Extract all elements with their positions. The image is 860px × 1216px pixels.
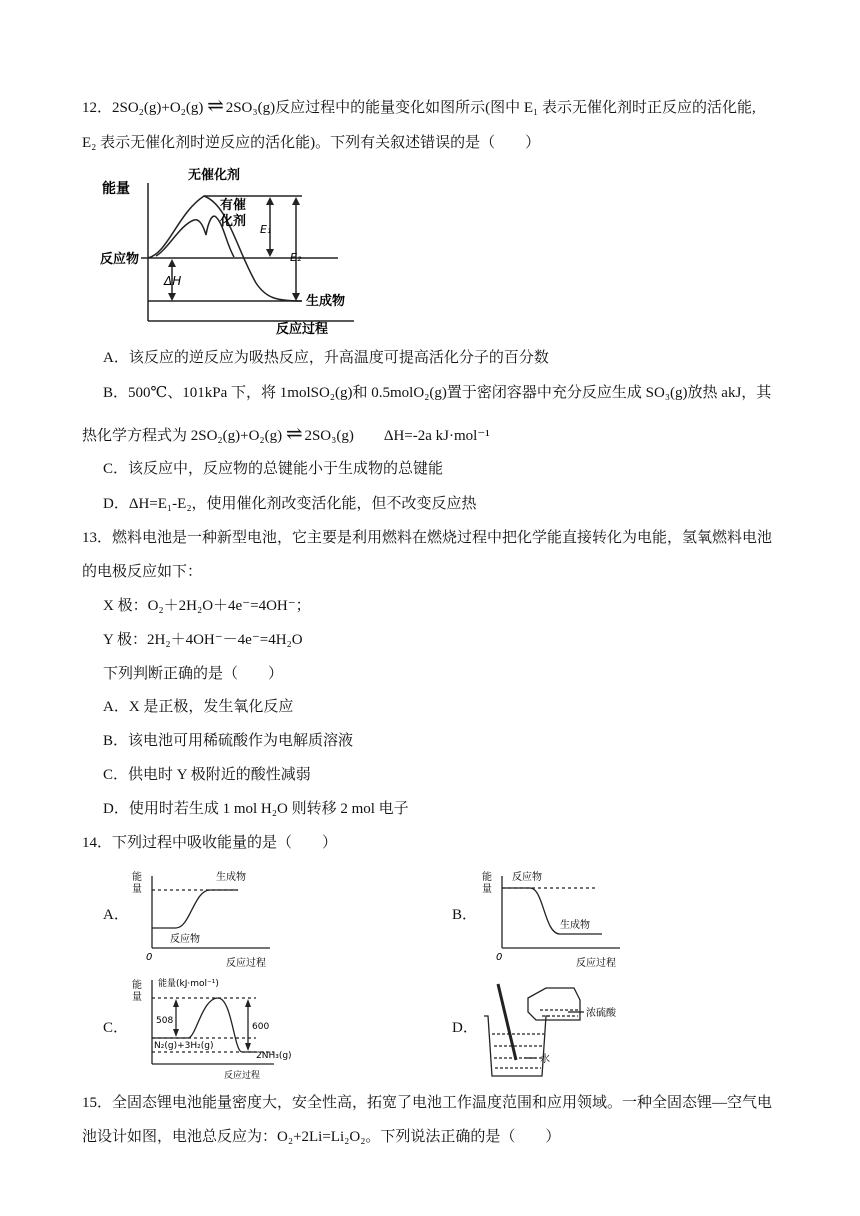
svg-text:生成物: 生成物 [216,872,246,883]
q12-line2: E₂ 表示无催化剂时逆反应的活化能)。下列有关叙述错误的是（ ） [82,135,541,151]
label-catalyst-2: 化剂 [220,214,247,229]
fig-x-label: 反应过程 [276,322,329,337]
svg-text:量: 量 [132,992,142,1003]
glass-rod [498,984,516,1060]
svg-text:反应过程: 反应过程 [226,958,266,969]
q13-option-b: B．该电池可用稀硫酸作为电解质溶液 [103,733,354,749]
svg-text:反应物: 反应物 [170,934,200,945]
svg-text:2NH₃(g): 2NH₃(g) [256,1051,292,1061]
q12-energy-diagram-svg [96,163,366,338]
q13-line2: 的电极反应如下： [82,564,203,580]
label-catalyst-1: 有催 [220,198,247,213]
q12-energy-diagram [96,163,366,338]
q12-option-b-line2 [82,424,490,444]
q13-y-electrode: Y 极：2H₂＋4OH⁻－4e⁻=4H₂O [103,632,303,648]
q14-figure-b-svg [478,866,628,971]
q12-line1-pre: 12．2SO₂(g)+O₂(g) [82,100,208,116]
svg-text:水: 水 [540,1054,550,1065]
svg-text:能: 能 [482,872,492,883]
q12-option-b-post: 2SO₃(g) ΔH=-2a kJ·mol⁻¹ [300,428,490,444]
q14-figure-d [484,976,644,1084]
q13-prompt: 下列判断正确的是（ ） [103,666,284,682]
svg-text:反应物: 反应物 [512,872,542,883]
label-product: 生成物 [306,294,346,309]
q14-label-b: B． [452,907,478,923]
equilibrium-arrow: ⇌ [207,95,222,117]
q15-line1: 15．全固态锂电池能量密度大，安全性高，拓宽了电池工作温度范围和应用领域。一种全固态锂—空气电 [82,1095,773,1111]
q12-option-c: C．该反应中，反应物的总键能小于生成物的总键能 [103,461,444,477]
svg-text:508: 508 [156,1016,174,1026]
svg-text:量: 量 [132,884,142,895]
svg-text:N₂(g)+3H₂(g): N₂(g)+3H₂(g) [154,1041,214,1051]
svg-text:600: 600 [252,1022,270,1032]
label-reactant: 反应物 [100,252,140,267]
q14-figure-d-svg [484,976,644,1084]
q12-option-a: A．该反应的逆反应为吸热反应，升高温度可提高活化分子的百分数 [103,350,549,366]
q13-option-d: D．使用时若生成 1 mol H₂O 则转移 2 mol 电子 [103,801,409,817]
svg-text:反应过程: 反应过程 [224,1071,261,1081]
q13-option-a: A．X 是正极，发生氧化反应 [103,699,294,715]
q13-line1: 13．燃料电池是一种新型电池，它主要是利用燃料在燃烧过程中把化学能直接转化为电能，氢氧燃料电池 [82,530,773,546]
q12-option-b-line1: B．500℃、101kPa 下，将 1molSO₂(g)和 0.5molO₂(g)置于密闭容器中充分反应生成 SO₃(g)放热 akJ，其 [103,385,772,401]
q12-option-d: D．ΔH=E₁-E₂，使用催化剂改变活化能，但不改变反应热 [103,496,477,512]
q14-figure-a [128,866,278,971]
equilibrium-arrow: ⇌ [285,423,301,445]
q15-line2: 池设计如图，电池总反应为：O₂+2Li=Li₂O₂。下列说法正确的是（ ） [82,1129,561,1145]
q14-figure-c [128,974,303,1084]
q12-option-b-pre: 热化学方程式为 2SO₂(g)+O₂(g) [82,428,286,444]
svg-text:生成物: 生成物 [560,920,590,931]
q13-option-c: C．供电时 Y 极附近的酸性减弱 [103,767,311,783]
q12-line1-post: 2SO₃(g)反应过程中的能量变化如图所示(图中 E₁ 表示无催化剂时正反应的活化能, [221,100,756,116]
svg-text:0: 0 [146,952,153,963]
svg-text:0: 0 [496,952,503,963]
q14-label-c: C． [103,1020,129,1036]
q12-line1 [82,96,756,116]
svg-text:浓硫酸: 浓硫酸 [586,1008,616,1019]
svg-text:反应过程: 反应过程 [576,958,616,969]
q13-x-electrode: X 极：O₂＋2H₂O＋4e⁻=4OH⁻； [103,598,311,614]
q14-figure-b [478,866,628,971]
svg-text:能: 能 [132,980,142,991]
fig-y-label: 能量 [102,181,130,197]
label-e1: E₁ [260,223,272,236]
q14-label-d: D． [452,1020,478,1036]
q14-line1: 14．下列过程中吸收能量的是（ ） [82,835,338,851]
q14-figure-a-svg [128,866,278,971]
label-no-catalyst: 无催化剂 [188,168,241,183]
label-dh: ΔH [164,274,182,288]
q14-label-a: A． [103,907,129,923]
svg-text:量: 量 [482,884,492,895]
svg-text:能量(kJ·mol⁻¹): 能量(kJ·mol⁻¹) [158,979,219,989]
acid-bottle [528,988,580,1020]
q14-figure-c-svg [128,974,303,1084]
label-e2: E₂ [290,251,302,264]
svg-text:能: 能 [132,872,142,883]
